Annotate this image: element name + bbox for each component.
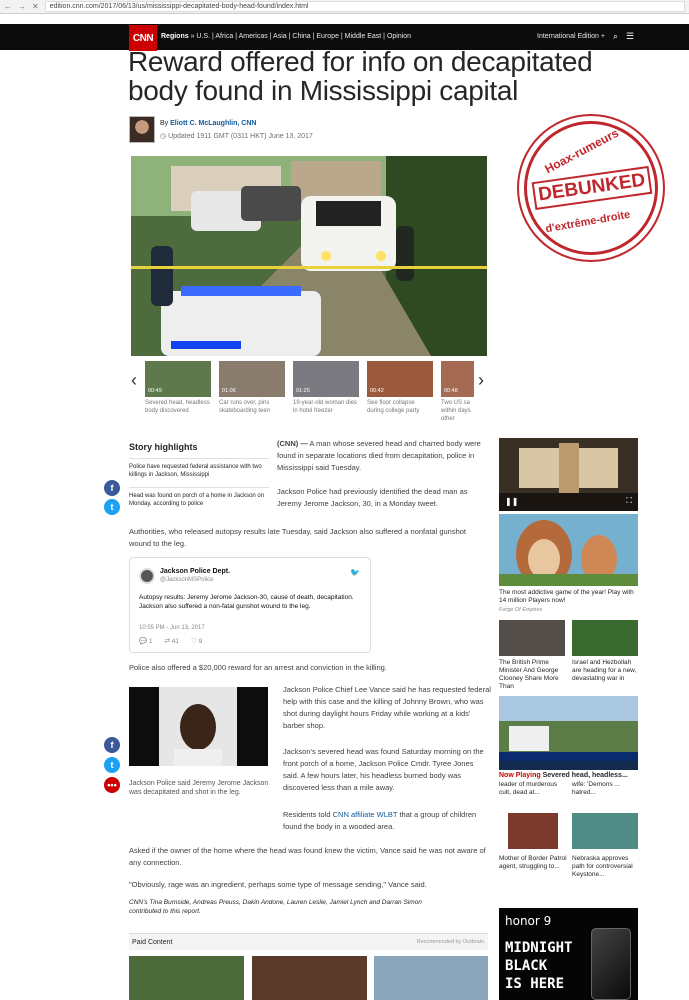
video-caption[interactable]: See floor collapse during college party bbox=[367, 400, 420, 414]
updated-text: Updated 1911 GMT (0311 HKT) June 13, 2017 bbox=[168, 133, 313, 140]
sidebar-thumb[interactable] bbox=[499, 620, 565, 656]
sidebar-thumb[interactable] bbox=[572, 813, 638, 849]
video-duration: 00:48 bbox=[444, 388, 458, 394]
sidebar-game-ad[interactable] bbox=[499, 514, 638, 586]
sidebar-thumb[interactable] bbox=[572, 620, 638, 656]
fullscreen-icon[interactable]: ⛶ bbox=[626, 496, 632, 505]
video-thumb[interactable] bbox=[145, 361, 211, 415]
forward-arrow-icon[interactable]: → bbox=[18, 2, 26, 11]
back-arrow-icon[interactable]: ← bbox=[4, 2, 12, 11]
debunked-stamp bbox=[524, 121, 658, 255]
video-duration: 00:42 bbox=[370, 388, 384, 394]
hero-photo[interactable] bbox=[131, 156, 487, 356]
phone-image bbox=[591, 928, 631, 1000]
embedded-tweet[interactable] bbox=[129, 557, 371, 653]
article-paragraph bbox=[277, 438, 489, 474]
menu-icon[interactable]: ☰ bbox=[626, 31, 635, 41]
tweet-date[interactable]: 10:55 PM - Jun 13, 2017 bbox=[139, 625, 205, 631]
pause-icon[interactable]: ❚❚ bbox=[505, 497, 519, 506]
facebook-share-icon[interactable]: f bbox=[104, 737, 120, 753]
ad-headline: MIDNIGHT bbox=[505, 940, 573, 956]
outbrain-link[interactable]: Recommended by Outbrain bbox=[416, 939, 484, 945]
article-paragraph: Jackson Police had previously identified the dead man as Jeremy Jerome Jackson, 30, in a Monday tweet. bbox=[277, 487, 468, 508]
facebook-share-icon[interactable]: f bbox=[104, 480, 120, 496]
close-icon[interactable]: ✕ bbox=[32, 2, 39, 11]
ad-caption[interactable]: The most addictive game of the year! Play with 14 million Players now! bbox=[499, 589, 634, 604]
edition-selector[interactable]: International Edition + bbox=[537, 33, 605, 40]
sidebar-caption[interactable]: Israel and Hezbollah are heading for a new, devastating war in bbox=[572, 659, 637, 682]
now-playing-title[interactable]: Severed head, headless... bbox=[542, 772, 628, 779]
paid-content-label: Paid Content bbox=[132, 939, 173, 946]
wlbt-link[interactable]: CNN affiliate WLBT bbox=[332, 810, 398, 819]
retweet-count: 41 bbox=[171, 638, 180, 645]
p7-pre: Residents told bbox=[283, 810, 333, 819]
author-link[interactable]: Eliott C. McLaughlin, CNN bbox=[170, 120, 257, 127]
regions-nav[interactable] bbox=[161, 33, 411, 40]
video-caption[interactable]: Severed head, headless body discovered bbox=[145, 400, 210, 414]
carousel-prev-icon[interactable]: ‹ bbox=[131, 370, 137, 390]
ad-source[interactable]: Forge Of Empires bbox=[499, 607, 543, 613]
carousel-next-icon[interactable]: › bbox=[478, 370, 484, 390]
article-paragraph: "Obviously, rage was an ingredient, perhaps some type of message sending," Vance said. bbox=[129, 880, 427, 889]
article-paragraph: Police also offered a $20,000 reward for an arrest and conviction in the killing. bbox=[129, 663, 387, 672]
highlight-item: Head was found on porch of a home in Jackson on Monday, according to police bbox=[129, 487, 269, 508]
stamp-bottom-text: d'extrême-droite bbox=[544, 208, 632, 236]
honor-phone-ad[interactable] bbox=[499, 908, 638, 1000]
byline bbox=[160, 120, 256, 127]
clock-icon: ◷ bbox=[160, 133, 167, 140]
video-caption[interactable]: Car runs over, pins skateboarding teen bbox=[219, 400, 271, 414]
video-thumb[interactable] bbox=[441, 361, 474, 423]
ad-video-frame bbox=[499, 438, 638, 511]
cnn-logo[interactable]: CNN bbox=[129, 25, 157, 51]
article-paragraph: Authorities, who released autopsy results late Tuesday, said Jackson also suffered a nonfatal gunshot wound to the leg. bbox=[129, 527, 467, 548]
video-thumb[interactable] bbox=[219, 361, 285, 415]
article-paragraph: Jackson Police Chief Lee Vance said he has requested federal help with this case and the killing of Johnny Brown, who was shot during daylight hours Friday while working at a kids' barber shop. bbox=[283, 685, 491, 730]
mugshot-photo[interactable] bbox=[129, 687, 268, 766]
now-playing-video[interactable] bbox=[499, 696, 638, 770]
tweet-handle[interactable]: @JacksonMSPolice bbox=[160, 577, 214, 583]
video-caption[interactable]: 19-year-old woman dies in hotel freezer bbox=[293, 400, 358, 414]
byline-prefix: By bbox=[160, 120, 169, 127]
ad-headline: IS HERE bbox=[505, 976, 565, 992]
reply-count: 1 bbox=[148, 638, 153, 645]
url-input[interactable]: edition.cnn.com/2017/06/13/us/mississippi-decapitated-body-head-found/index.html bbox=[45, 1, 685, 12]
paid-thumb[interactable] bbox=[252, 956, 367, 1000]
video-thumb[interactable] bbox=[293, 361, 359, 415]
author-avatar bbox=[129, 116, 155, 143]
dateline: (CNN) — bbox=[277, 439, 308, 448]
highlight-item: Police have requested federal assistance with two killings in Jackson, Mississippi bbox=[129, 458, 269, 479]
headline: Reward offered for info on decapitated body found in Mississippi capital bbox=[128, 46, 593, 106]
article-credits: CNN's Tina Burnside, Andreas Preuss, Dakin Andone, Lauren Leslie, Jamiel Lynch and Darran Simon contributed to this report. bbox=[129, 899, 422, 915]
reply-icon[interactable]: 💬 1 bbox=[139, 638, 153, 645]
video-duration: 01:06 bbox=[222, 388, 236, 394]
browser-address-bar bbox=[0, 0, 689, 14]
regions-list[interactable]: » U.S. | Africa | Americas | Asia | China | Europe | Middle East | Opinion bbox=[190, 33, 412, 40]
sidebar-caption[interactable]: The British Prime Minister And George Clooney Share More Than bbox=[499, 659, 559, 690]
ad-headline: BLACK bbox=[505, 958, 548, 974]
now-playing-bar[interactable] bbox=[499, 772, 628, 779]
sidebar-video-ad[interactable] bbox=[499, 438, 638, 511]
like-count: 9 bbox=[198, 638, 203, 645]
paid-thumb[interactable] bbox=[374, 956, 488, 1000]
twitter-bird-icon[interactable]: 🐦 bbox=[350, 568, 360, 577]
p7-post: that a group of children found the body in a wooded area. bbox=[283, 810, 477, 831]
stamp-middle-text: DEBUNKED bbox=[532, 166, 652, 210]
now-playing-frame bbox=[499, 696, 638, 770]
twitter-share-icon[interactable]: t bbox=[104, 757, 120, 773]
mugshot-image bbox=[129, 687, 268, 766]
twitter-share-icon[interactable]: t bbox=[104, 499, 120, 515]
now-playing-label: Now Playing bbox=[499, 772, 541, 779]
article-paragraph: Asked if the owner of the home where the head was found knew the victim, Vance said he was not aware of any connection. bbox=[129, 846, 486, 867]
story-highlights-title: Story highlights bbox=[129, 442, 198, 452]
police-badge-icon bbox=[139, 568, 155, 584]
retweet-icon[interactable]: ⇄ 41 bbox=[164, 638, 180, 645]
sidebar-caption[interactable]: Nebraska approves path for controversial Keystone... bbox=[572, 855, 633, 878]
video-duration: 00:49 bbox=[148, 388, 162, 394]
video-thumb[interactable] bbox=[367, 361, 433, 415]
hero-scene bbox=[131, 156, 487, 356]
stamp-top-text: Hoax-rumeurs bbox=[542, 125, 621, 177]
sidebar-thumb[interactable] bbox=[508, 813, 558, 849]
video-caption[interactable]: Two US sa within days other bbox=[441, 400, 471, 422]
tweet-author[interactable]: Jackson Police Dept. bbox=[160, 568, 231, 575]
sidebar-caption[interactable]: wife: 'Demons ... hatred... bbox=[572, 781, 620, 796]
sidebar-caption[interactable]: leader of murderous cult, dead at... bbox=[499, 781, 558, 796]
tweet-text: Autopsy results: Jeremy Jerome Jackson-30, cause of death, decapitation. Jackson also suffered a non-fatal gunshot wound to the leg. bbox=[139, 594, 354, 610]
more-share-icon[interactable]: ••• bbox=[104, 777, 120, 793]
game-ad-image bbox=[499, 514, 638, 586]
like-icon[interactable]: ♡ 9 bbox=[191, 638, 203, 645]
updated-timestamp bbox=[160, 132, 313, 140]
photo-caption: Jackson Police said Jeremy Jerome Jackson was decapitated and shot in the leg. bbox=[129, 780, 269, 796]
paragraph-text: A man whose severed head and charred body were found in separate locations died from decapitation, police in Mississippi said Tuesday. bbox=[277, 439, 481, 472]
paid-thumb[interactable] bbox=[129, 956, 244, 1000]
regions-label[interactable]: Regions bbox=[161, 33, 189, 40]
article-paragraph bbox=[283, 809, 491, 833]
sidebar-caption[interactable]: Mother of Border Patrol agent, struggling to... bbox=[499, 855, 567, 870]
article-paragraph: Jackson's severed head was found Saturday morning on the front porch of a home, Jackson Police Cmdr. Tyree Jones said. A few hours later, his headless burned body was discovered less than a mile away. bbox=[283, 747, 484, 792]
search-icon[interactable]: ⌕ bbox=[613, 31, 619, 41]
ad-brand: honor 9 bbox=[505, 914, 552, 928]
paid-content-bar bbox=[129, 933, 488, 950]
video-duration: 01:25 bbox=[296, 388, 310, 394]
